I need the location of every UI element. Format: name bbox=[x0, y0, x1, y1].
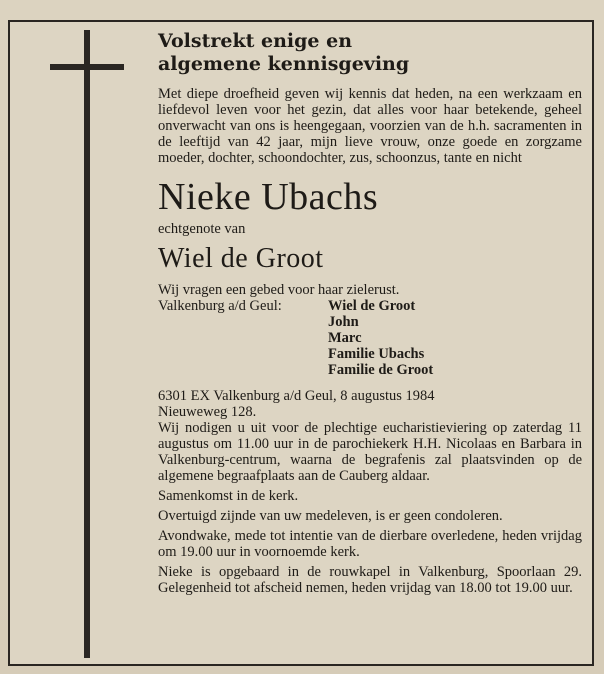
family-member: Wiel de Groot bbox=[328, 298, 416, 314]
invitation-paragraph: Wij nodigen u uit voor de plechtige eucharistieviering op zaterdag 11 augustus om 11.00 uur in de parochiekerk H.H. Nicolaas en Barbara in Valkenburg-centrum, waarna de begrafenis zal plaatsvinden op de algemene begraafplaats aan de Cauberg aldaar. bbox=[158, 420, 582, 484]
family-member: Familie de Groot bbox=[328, 362, 434, 378]
condolences-note: Overtuigd zijnde van uw medeleven, is er geen condoleren. bbox=[158, 508, 503, 524]
viewing-note: Nieke is opgebaard in de rouwkapel in Valkenburg, Spoorlaan 29. Gelegenheid tot afscheid nemen, heden vrijdag van 18.00 tot 19.00 uur. bbox=[158, 564, 582, 596]
cross-icon-horizontal-bar bbox=[50, 64, 124, 70]
cross-icon-vertical-bar bbox=[84, 30, 90, 658]
spouse-label: echtgenote van bbox=[158, 221, 246, 237]
obituary-content bbox=[158, 30, 582, 596]
address-line-1: 6301 EX Valkenburg a/d Geul, 8 augustus 1984 bbox=[158, 388, 435, 404]
family-member: Marc bbox=[328, 330, 362, 346]
family-member: John bbox=[328, 314, 359, 330]
family-member: Familie Ubachs bbox=[328, 346, 425, 362]
address-line-2: Nieuweweg 128. bbox=[158, 404, 257, 420]
prayer-request: Wij vragen een gebed voor haar zielerust. bbox=[158, 282, 400, 298]
deceased-name: Nieke Ubachs bbox=[158, 176, 379, 218]
vigil-note: Avondwake, mede tot intentie van de dierbare overledene, heden vrijdag om 19.00 uur in voornoemde kerk. bbox=[158, 528, 582, 560]
family-members bbox=[328, 298, 433, 378]
gathering-note: Samenkomst in de kerk. bbox=[158, 488, 299, 504]
heading-line-1: Volstrekt enige en bbox=[158, 30, 353, 52]
spouse-name: Wiel de Groot bbox=[158, 243, 324, 274]
intro-paragraph: Met diepe droefheid geven wij kennis dat heden, na een werkzaam en liefdevol leven voor het gezin, dat alles voor haar betekende, geheel onverwacht van ons is heengegaan, voorzien van de h.h. sacramenten in de leeftijd van 42 jaar, mijn lieve vrouw, onze goede en zorgzame moeder, dochter, schoondochter, zus, schoonzus, tante en nicht bbox=[158, 86, 582, 166]
family-place: Valkenburg a/d Geul: bbox=[158, 298, 282, 314]
family-block bbox=[158, 298, 582, 378]
heading-line-2: algemene kennisgeving bbox=[158, 53, 410, 75]
